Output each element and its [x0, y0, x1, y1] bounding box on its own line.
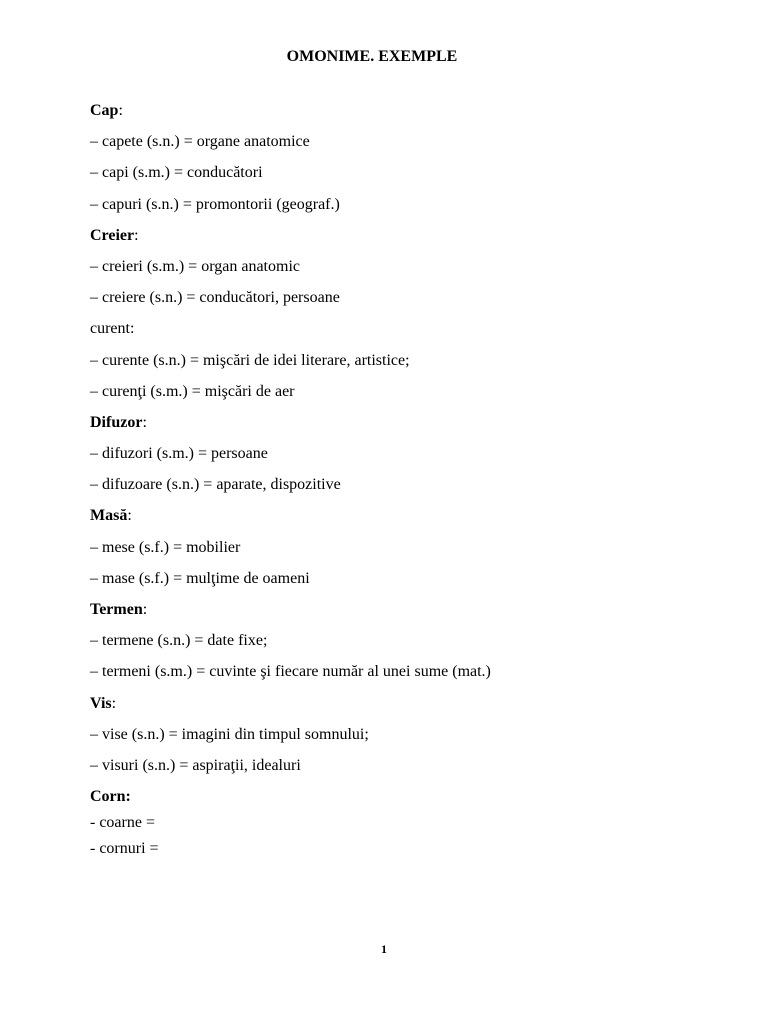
definition-line: – mese (s.f.) = mobilier — [90, 538, 241, 556]
definition-line: – difuzoare (s.n.) = aparate, dispozitive — [90, 476, 341, 494]
headword: Difuzor — [90, 413, 143, 431]
definition-line: – creieri (s.m.) = organ anatomic — [90, 257, 300, 275]
headword: Termen — [90, 601, 143, 618]
headword: Cap — [90, 102, 119, 119]
headword: curent — [90, 320, 130, 338]
definition-line: – mase (s.f.) = mulţime de oameni — [90, 569, 310, 587]
entry-heading — [90, 507, 730, 525]
definition-line: – capuri (s.n.) = promontorii (geograf.) — [90, 195, 340, 213]
definition-line: – termene (s.n.) = date fixe; — [90, 632, 268, 650]
entry-heading — [90, 102, 730, 120]
headword-colon: : — [111, 694, 117, 712]
definition-line: - coarne = — [90, 814, 155, 832]
definition-line: – capete (s.n.) = organe anatomice — [90, 133, 310, 151]
entry-heading — [90, 788, 730, 806]
definition-line: – visuri (s.n.) = aspiraţii, idealuri — [90, 756, 301, 774]
entry-list — [90, 102, 730, 858]
headword-colon: : — [118, 102, 123, 119]
definition-line: – difuzori (s.m.) = persoane — [90, 445, 268, 463]
definition-line: – creiere (s.n.) = conducători, persoane — [90, 289, 340, 307]
headword: Creier — [90, 226, 135, 244]
entry-heading — [90, 414, 730, 432]
page-title: OMONIME. EXEMPLE — [286, 48, 458, 65]
headword: Masă — [90, 507, 128, 525]
headword-colon: : — [127, 507, 132, 525]
entry-heading — [90, 695, 730, 713]
entry-heading — [90, 601, 730, 619]
entry-heading — [90, 320, 730, 338]
definition-line: – curenţi (s.m.) = mişcări de aer — [90, 382, 295, 400]
headword-colon: : — [129, 320, 135, 338]
headword: Corn: — [90, 788, 131, 806]
headword-colon: : — [142, 413, 147, 431]
page-number: 1 — [381, 942, 387, 956]
definition-line: – vise (s.n.) = imagini din timpul somnului; — [90, 725, 369, 743]
headword: Vis — [90, 694, 112, 712]
entry-heading — [90, 227, 730, 245]
headword-colon: : — [142, 601, 148, 618]
definition-line: – capi (s.m.) = conducători — [90, 164, 263, 182]
definition-line: - cornuri = — [90, 840, 159, 858]
definition-line: – curente (s.n.) = mişcări de idei literare, artistice; — [90, 351, 410, 369]
document-content — [90, 102, 730, 866]
definition-line: – termeni (s.m.) = cuvinte şi fiecare număr al unei sume (mat.) — [90, 663, 491, 681]
headword-colon: : — [134, 226, 139, 244]
